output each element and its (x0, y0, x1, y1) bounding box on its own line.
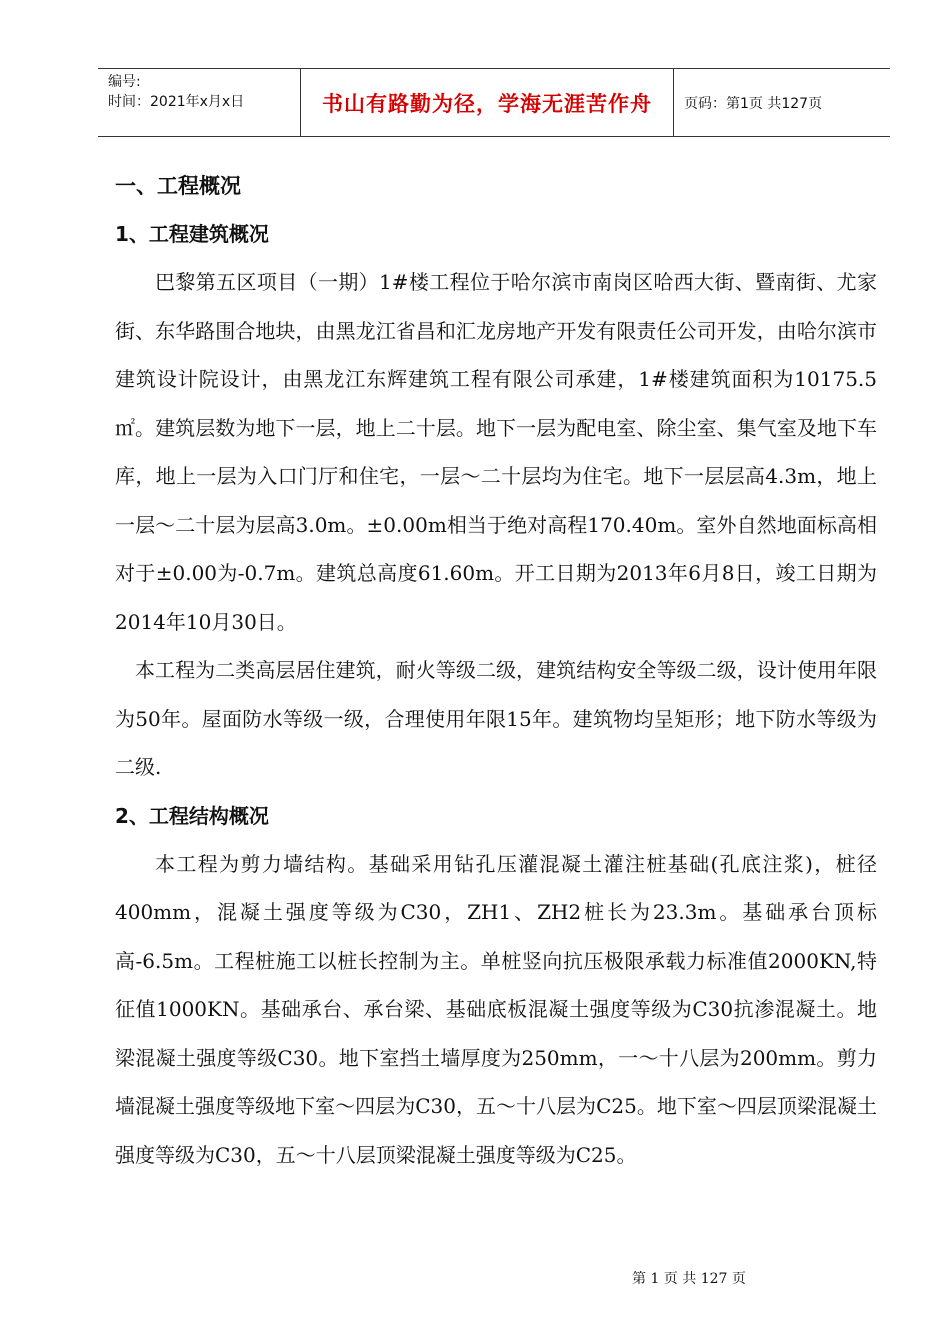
page-header (98, 68, 890, 137)
subsection-title-building: 1、工程建筑概况 (115, 222, 269, 246)
paragraph-structure-overview: 本工程为剪力墙结构。基础采用钻孔压灌混凝土灌注桩基础(孔底注浆)，桩径400mm，混凝土强度等级为C30，ZH1、ZH2桩长为23.3m。基础承台顶标高-6.5m。工程桩施工以桩长控制为主。单桩竖向抗压极限承载力标准值2000KN,特征值1000KN。基础承台、承台梁、基础底板混凝土强度等级为C30抗渗混凝土。地梁混凝土强度等级C30。地下室挡土墙厚度为250mm，一～十八层为200mm。剪力墙混凝土强度等级地下室～四层为C30，五～十八层为C25。地下室～四层顶梁混凝土强度等级为C30，五～十八层顶梁混凝土强度等级为C25。 (115, 851, 877, 1167)
paragraph-building-classification: 本工程为二类高层居住建筑，耐火等级二级，建筑结构安全等级二级，设计使用年限为50年。屋面防水等级一级，合理使用年限15年。建筑物均呈矩形；地下防水等级为二级. (115, 658, 877, 779)
paragraph-building-overview: 巴黎第五区项目（一期）1#楼工程位于哈尔滨市南岗区哈西大街、暨南街、尤家街、东华路围合地块，由黑龙江省昌和汇龙房地产开发有限责任公司开发，由哈尔滨市建筑设计院设计，由黑龙江东辉建筑工程有限公司承建，1#楼建筑面积为10175.5㎡。建筑层数为地下一层，地上二十层。地下一层为配电室、除尘室、集气室及地下车库，地上一层为入口门厅和住宅，一层～二十层均为住宅。地下一层层高4.3m，地上一层～二十层为层高3.0m。±0.00m相当于绝对高程170.40m。室外自然地面标高相对于±0.00为-0.7m。建筑总高度61.60m。开工日期为2013年6月8日，竣工日期为2014年10月30日。 (115, 270, 877, 634)
section-title: 一、工程概况 (115, 174, 241, 198)
header-meta (98, 69, 301, 136)
document-body (115, 162, 877, 1179)
document-number-label: 编号: (108, 74, 141, 90)
header-page-info: 页码：第1页 共127页 (684, 95, 823, 112)
header-motto: 书山有路勤为径，学海无涯苦作舟 (301, 69, 674, 136)
subsection-title-structure: 2、工程结构概况 (115, 803, 269, 828)
document-time-label: 时间：2021年x月x日 (108, 94, 245, 110)
footer-page-number: 第 1 页 共 127 页 (632, 1271, 746, 1287)
